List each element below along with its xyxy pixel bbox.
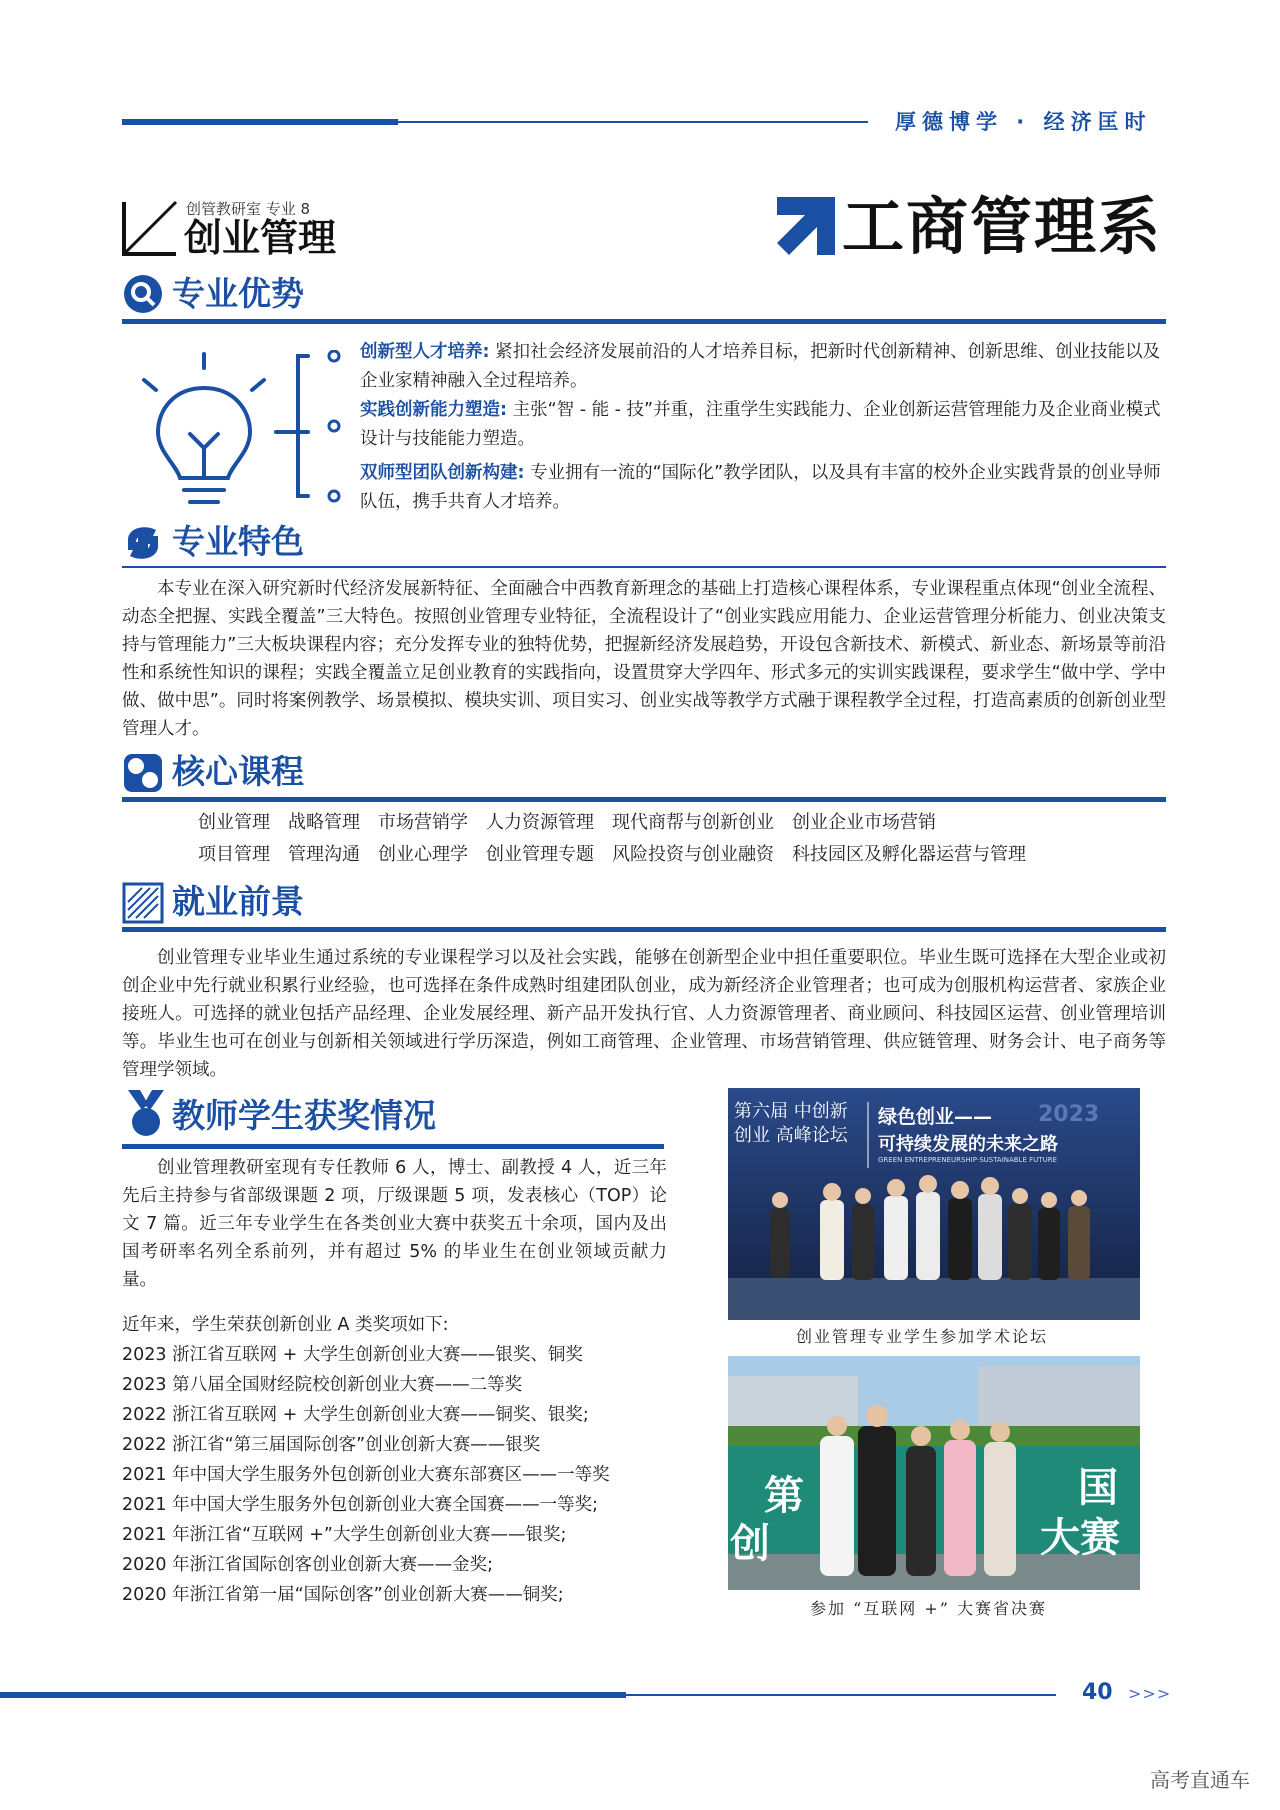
award-item: 2021 年浙江省“互联网 +”大学生创新创业大赛——银奖; bbox=[122, 1525, 567, 1545]
section-rule bbox=[122, 927, 1166, 932]
award-item: 2021 年中国大学生服务外包创新创业大赛东部赛区——一等奖 bbox=[122, 1465, 610, 1485]
medal-icon bbox=[124, 1090, 168, 1138]
advantages-list bbox=[360, 338, 1168, 517]
footer-rule-thick bbox=[0, 1692, 626, 1698]
section-rule bbox=[122, 797, 1166, 802]
awards-list bbox=[122, 1340, 610, 1610]
award-item: 2022 浙江省互联网 + 大学生创新创业大赛——铜奖、银奖; bbox=[122, 1405, 589, 1425]
department-title: 工商管理系 bbox=[842, 190, 1163, 263]
course-item: 管理沟通 bbox=[288, 844, 360, 865]
photo-contest bbox=[728, 1356, 1140, 1590]
banner-title-2: 可持续发展的未来之路 bbox=[878, 1134, 1058, 1155]
sign-right-text-2: 大赛 bbox=[1040, 1515, 1120, 1561]
course-item: 创业企业市场营销 bbox=[792, 812, 936, 833]
advantage-item: 双师型团队创新构建: 专业拥有一流的“国际化”教学团队，以及具有丰富的校外企业实践背景的创业导师队伍，携手共育人才培养。 bbox=[360, 463, 1161, 512]
sign-left-text-2: 创 bbox=[730, 1521, 770, 1567]
stripes-icon bbox=[122, 882, 164, 924]
photo-forum bbox=[728, 1088, 1140, 1320]
department-arrow-icon bbox=[777, 197, 835, 255]
award-item: 2022 浙江省“第三届国际创客”创业创新大赛——银奖 bbox=[122, 1435, 541, 1455]
major-title: 创业管理 bbox=[184, 216, 337, 260]
swirl-icon bbox=[122, 522, 164, 564]
sign-left-text: 第 bbox=[764, 1473, 804, 1519]
course-item: 现代商帮与创新创业 bbox=[612, 812, 774, 833]
banner-english: GREEN ENTREPRENEURSHIP·SUSTAINABLE FUTURE bbox=[878, 1156, 1057, 1164]
award-item: 2020 年浙江省国际创客创业创新大赛——金奖; bbox=[122, 1555, 493, 1575]
award-item: 2023 浙江省互联网 + 大学生创新创业大赛——银奖、铜奖 bbox=[122, 1345, 583, 1365]
features-paragraph: 本专业在深入研究新时代经济发展新特征、全面融合中西教育新理念的基础上打造核心课程体系，专业课程重点体现“创业全流程、动态全把握、实践全覆盖”三大特色。按照创业管理专业特征，全流程设计了“创业实践应用能力、企业运营管理分析能力、创业决策支持与管理能力”三大板块课程内容；充分发挥专业的独特优势，把握新经济发展趋势，开设包含新技术、新模式、新业态、新场景等前沿性和系统性知识的课程；实践全覆盖立足创业教育的实践指向，设置贯穿大学四年、形式多元的实训实践课程，要求学生“做中学、学中做、做中思”。同时将案例教学、场景模拟、模块实训、项目实习、创业实战等教学方式融于课程教学全过程，打造高素质的创新创业型管理人才。 bbox=[122, 579, 1166, 739]
section-rule bbox=[122, 566, 1166, 568]
banner-year: 2023 bbox=[1038, 1102, 1100, 1127]
advantage-item: 创新型人才培养: 紧扣社会经济发展前沿的人才培养目标，把新时代创新精神、创新思维、创业技能以及企业家精神融入全过程培养。 bbox=[360, 342, 1161, 391]
award-item: 2020 年浙江省第一届“国际创客”创业创新大赛——铜奖; bbox=[122, 1585, 564, 1605]
course-item: 市场营销学 bbox=[378, 812, 468, 833]
arrow-corner-icon bbox=[120, 196, 182, 258]
section-rule bbox=[122, 319, 1166, 324]
photo-caption: 参加 “互联网 +” 大赛省决赛 bbox=[810, 1599, 1048, 1618]
course-item: 创业管理 bbox=[198, 812, 270, 833]
course-item: 项目管理 bbox=[198, 844, 270, 865]
section-title-awards: 教师学生获奖情况 bbox=[172, 1096, 436, 1135]
section-title-courses: 核心课程 bbox=[172, 752, 304, 791]
career-paragraph: 创业管理专业毕业生通过系统的专业课程学习以及社会实践，能够在创新型企业中担任重要职位。毕业生既可选择在大型企业或初创企业中先行就业积累行业经验，也可选择在条件成熟时组建团队创业，成为新经济企业管理者；也可成为创服机构运营者、家族企业接班人。可选择的就业包括产品经理、企业发展经理、新产品开发执行官、人力资源管理者、商业顾问、科技园区运营、创业管理培训等。毕业生也可在创业与创新相关领域进行学历深造，例如工商管理、企业管理、市场营销管理、供应链管理、财务会计、电子商务等管理学领域。 bbox=[122, 948, 1166, 1080]
course-item: 创业管理专题 bbox=[486, 844, 594, 865]
advantage-item: 实践创新能力塑造: 主张“智 - 能 - 技”并重，注重学生实践能力、企业创新运营管理能力及企业商业模式设计与技能能力塑造。 bbox=[360, 400, 1161, 449]
sign-right-text: 国 bbox=[1078, 1465, 1118, 1511]
course-item: 风险投资与创业融资 bbox=[612, 844, 774, 865]
section-title-advantages: 专业优势 bbox=[172, 274, 304, 313]
banner-left-text: 第六届 中创新创业 高峰论坛 bbox=[734, 1101, 848, 1146]
top-rule-thick bbox=[122, 119, 398, 125]
award-item: 2021 年中国大学生服务外包创新创业大赛全国赛——一等奖; bbox=[122, 1495, 598, 1515]
school-motto: 厚德博学 · 经济匡时 bbox=[895, 110, 1152, 134]
top-rule-thin bbox=[398, 121, 868, 123]
page-number: 40 bbox=[1082, 1680, 1113, 1705]
course-row-2 bbox=[198, 840, 1044, 870]
section-title-career: 就业前景 bbox=[172, 882, 304, 921]
course-item: 创业心理学 bbox=[378, 844, 468, 865]
course-item: 人力资源管理 bbox=[486, 812, 594, 833]
search-bubble-icon bbox=[122, 273, 164, 315]
course-item: 战略管理 bbox=[288, 812, 360, 833]
section-rule bbox=[122, 1144, 664, 1149]
awards-intro: 创业管理教研室现有专任教师 6 人，博士、副教授 4 人，近三年先后主持参与省部级课题 2 项，厅级课题 5 项，发表核心（TOP）论文 7 篇。近三年专业学生在各类创业大赛中获奖五十余项，国内及出国考研率名列全系前列，并有超过 5% 的毕业生在创业领域贡献力量。 bbox=[122, 1158, 667, 1290]
lightbulb-icon bbox=[136, 350, 346, 510]
photo-caption: 创业管理专业学生参加学术论坛 bbox=[796, 1327, 1049, 1346]
header-subtitle: 创管教研室 专业 8 bbox=[186, 200, 311, 218]
award-item: 2023 第八届全国财经院校创新创业大赛——二等奖 bbox=[122, 1375, 523, 1395]
course-item: 科技园区及孵化器运营与管理 bbox=[792, 844, 1026, 865]
circles-icon bbox=[122, 752, 164, 794]
awards-list-title: 近年来，学生荣获创新创业 A 类奖项如下: bbox=[122, 1315, 449, 1335]
banner-title: 绿色创业—— bbox=[878, 1106, 993, 1128]
section-title-features: 专业特色 bbox=[172, 522, 304, 561]
course-row-1 bbox=[198, 808, 954, 838]
footer-rule-thin bbox=[626, 1694, 1056, 1696]
watermark-text: 高考直通车 bbox=[1150, 1768, 1250, 1792]
arrows-icon: >>> bbox=[1128, 1684, 1172, 1703]
